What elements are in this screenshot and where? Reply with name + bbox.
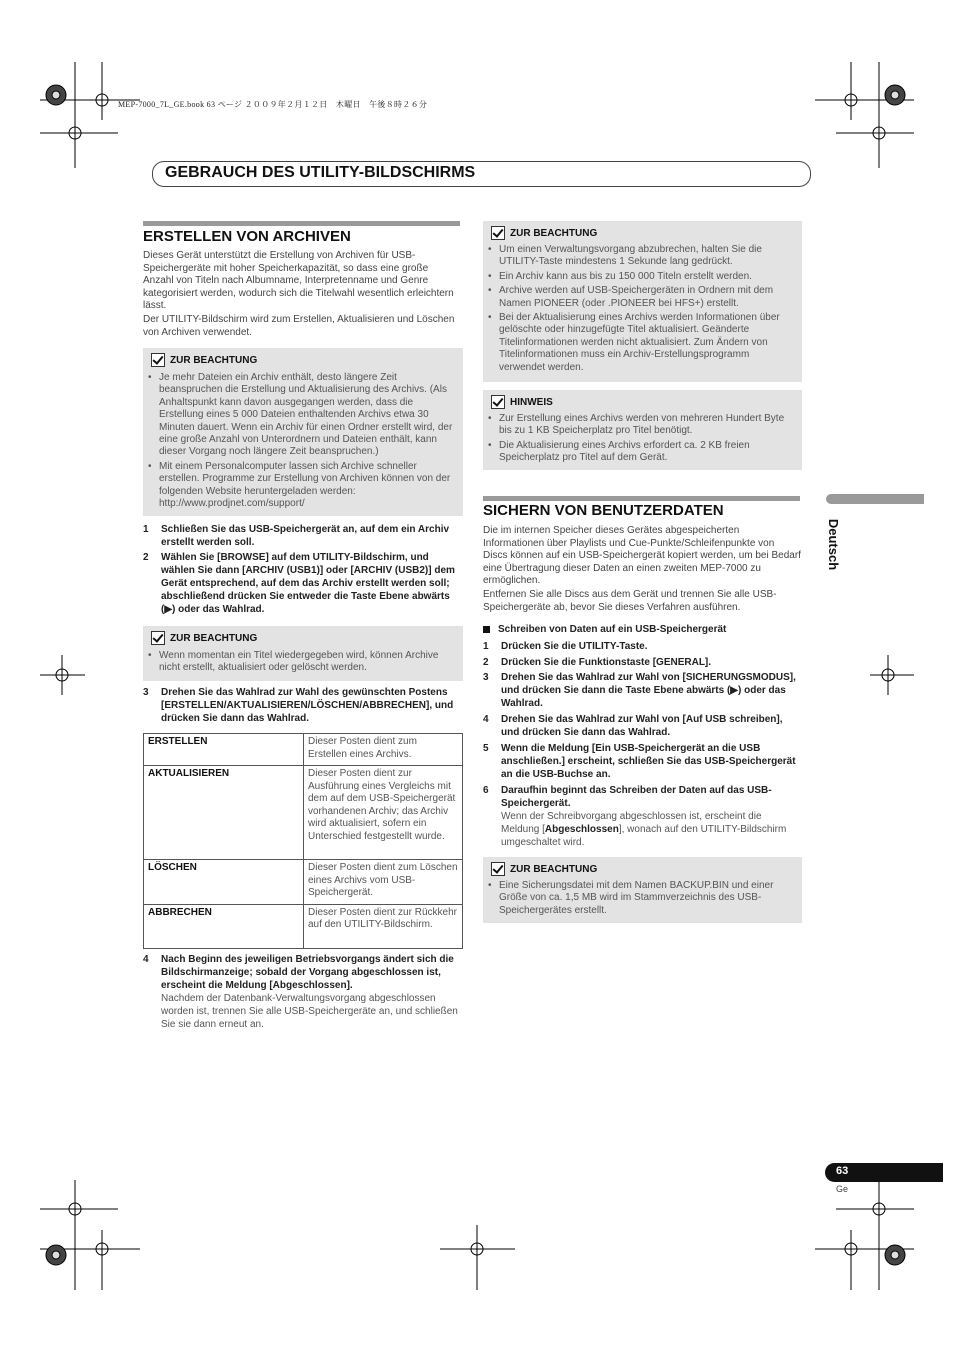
chapter-title-bar (152, 161, 811, 187)
page-number: 63 (836, 1165, 849, 1177)
note-list (485, 244, 797, 376)
archive-intro-1: Dieses Gerät unterstützt die Erstellung von Archiven für USB-Speichergeräte mit hoher Speicherkapazität, so dass eine große Anzahl von Titeln nach Albumname, Interpretenname und Genre kategorisiert werden, wodurch sich die Titelwahl wesentlich erleichtern lässt. (143, 250, 454, 312)
step-6-sub: Wenn der Schreibvorgang abgeschlossen ist, erscheint die Meldung [Abgeschlossen], wonach auf den UTILITY-Bildschirm umgeschaltet wird. (501, 811, 787, 848)
chapter-title: GEBRAUCH DES UTILITY-BILDSCHIRMS (165, 164, 476, 181)
section-rule (483, 496, 800, 501)
table-value: Dieser Posten dient zum Erstellen eines Archivs. (304, 734, 463, 766)
table-row (144, 734, 463, 766)
note-item: • Mit einem Personalcomputer lassen sich Archive schneller erstellen. Programme zur Erstellung von Archiven können von der folgenden Website heruntergeladen werden: http://www.prodjnet.com/support/ (145, 461, 459, 511)
step-4-sub: Nachdem der Datenbank-Verwaltungsvorgang abgeschlossen worden ist, trennen Sie alle USB-Speichergeräte an, und schließen Sie sie dann erneut an. (161, 993, 458, 1030)
subheading: Schreiben von Daten auf ein USB-Speichergerät (483, 623, 801, 637)
note-box (483, 857, 802, 923)
section-rule (143, 221, 460, 226)
page-number-badge (825, 1163, 943, 1182)
note-item: • Wenn momentan ein Titel wiedergegeben wird, können Archive nicht erstellt, aktualisiert oder gelöscht werden. (145, 650, 459, 675)
side-tab-bar (826, 494, 924, 504)
note-heading: ZUR BEACHTUNG (491, 862, 597, 876)
note-box (143, 348, 463, 516)
hint-item: • Die Aktualisierung eines Archivs erfordert ca. 2 KB freien Speicherplatz pro Titel auf dem Gerät. (485, 440, 797, 465)
note-heading: ZUR BEACHTUNG (151, 353, 257, 367)
table-row (144, 860, 463, 905)
backup-step: 2 Drücken Sie die Funktionstaste [GENERAL]. (483, 657, 712, 668)
step-2: 2 Wählen Sie [BROWSE] auf dem UTILITY-Bildschirm, und wählen Sie dann [ARCHIV (USB1)] oder [ARCHIV (USB2)] dem Gerät entsprechend, auf dem das Archiv erstellt werden soll; abschließend drücken Sie entweder die Taste Ebene abwärts (▶) oder das Wahlrad. (143, 552, 455, 615)
file-info: MEP-7000_7L_GE.book 63 ページ ２００９年２月１２日 木曜日 午後８時２６分 (118, 100, 428, 109)
note-heading: ZUR BEACHTUNG (151, 631, 257, 645)
step-3: 3 Drehen Sie das Wahlrad zur Wahl des gewünschten Postens [ERSTELLEN/AKTUALISIEREN/LÖSCHEN/ABBRECHEN], und drücken Sie dann das Wahlrad. (143, 687, 454, 724)
square-bullet-icon (483, 626, 490, 633)
options-table (143, 733, 463, 949)
hint-item: • Zur Erstellung eines Archivs werden von mehreren Hundert Byte bis zu 1 KB Speicherplatz pro Titel benötigt. (485, 413, 797, 438)
note-list (485, 880, 797, 919)
hint-list (485, 413, 797, 467)
page-lang-code: Ge (836, 1184, 849, 1194)
table-key: ABBRECHEN (144, 904, 304, 948)
note-item: • Um einen Verwaltungsvorgang abzubrechen, halten Sie die UTILITY-Taste mindestens 1 Sekunde lang gedrückt. (485, 244, 797, 269)
side-tab-label: Deutsch (826, 518, 842, 571)
table-value: Dieser Posten dient zur Rückkehr auf den UTILITY-Bildschirm. (304, 904, 463, 948)
note-item: • Je mehr Dateien ein Archiv enthält, desto längere Zeit beanspruchen die Erstellung und Aktualisierung des Archivs. (Als Anhaltspunkt kann davon ausgegangen werden, dass die Erstellung eines 5 000 Dateien enthaltenden Archivs etwa 30 Minuten dauert. Wenn ein Archiv für einen Ordner erstellt wird, der eine große Anzahl von Unterordnern und Dateien enthält, kann dieser Vorgang noch längere Zeit beanspruchen.) (145, 372, 459, 459)
check-icon (491, 395, 505, 409)
check-icon (151, 631, 165, 645)
note-list (145, 650, 459, 677)
backup-step: 1 Drücken Sie die UTILITY-Taste. (483, 641, 648, 652)
note-heading: ZUR BEACHTUNG (491, 226, 597, 240)
backup-step: 3 Drehen Sie das Wahlrad zur Wahl von [SICHERUNGSMODUS], und drücken Sie dann die Taste Ebene abwärts (▶) oder das Wahlrad. (483, 672, 796, 709)
table-key: ERSTELLEN (144, 734, 304, 766)
note-box (143, 626, 463, 681)
step-1: 1 Schließen Sie das USB-Speichergerät an, auf dem ein Archiv erstellt werden soll. (143, 524, 450, 548)
step-4: 4 Nach Beginn des jeweiligen Betriebsvorgangs ändert sich die Bildschirmanzeige; sobald der Vorgang abgeschlossen ist, erscheint die Meldung [Abgeschlossen]. Nachdem der Datenbank-Verwaltungsvorgang abgeschlossen worden ist, trennen Sie alle USB-Speichergeräte an, und schließen Sie sie dann erneut an. (143, 954, 458, 1030)
note-item: • Archive werden auf USB-Speichergeräten in Ordnern mit dem Namen PIONEER (oder .PIONEER bei HFS+) erstellt. (485, 285, 797, 310)
table-key: LÖSCHEN (144, 860, 304, 905)
backup-step: 4 Drehen Sie das Wahlrad zur Wahl von [Auf USB schreiben], und drücken Sie dann das Wahlrad. (483, 714, 783, 738)
table-row (144, 904, 463, 948)
note-list (145, 372, 459, 512)
check-icon (491, 862, 505, 876)
check-icon (491, 226, 505, 240)
table-key: AKTUALISIEREN (144, 766, 304, 860)
backup-step: 6 Daraufhin beginnt das Schreiben der Daten auf das USB-Speichergerät. Wenn der Schreibvorgang abgeschlossen ist, erscheint die Meldung [Abgeschlossen], wonach auf den UTILITY-Bildschirm umgeschaltet wird. (483, 785, 787, 848)
backup-step: 5 Wenn die Meldung [Ein USB-Speichergerät an die USB anschließen.] erscheint, schließen Sie das USB-Speichergerät an die USB-Buchse an. (483, 743, 796, 780)
table-row (144, 766, 463, 860)
note-box (483, 221, 802, 382)
backup-intro-2: Entfernen Sie alle Discs aus dem Gerät und trennen Sie alle USB-Speichergeräte ab, bevor Sie dieses Verfahren ausführen. (483, 589, 777, 613)
table-value: Dieser Posten dient zur Ausführung eines Vergleichs mit dem auf dem USB-Speichergerät vorhandenen Archiv; das Archiv wird aktualisiert, sofern ein Unterschied festgestellt wurde. (304, 766, 463, 860)
section-title-archive: ERSTELLEN VON ARCHIVEN (143, 228, 351, 245)
note-item: • Bei der Aktualisierung eines Archivs werden Informationen über gelöschte oder hinzugefügte Titel aktualisiert. Geänderte Titelinformationen werden nicht aktualisiert. Zum Ändern von Titelinformationen muss ein Archiv-Erstellungsprogramm verwendet werden. (485, 312, 797, 374)
check-icon (151, 353, 165, 367)
table-value: Dieser Posten dient zum Löschen eines Archivs vom USB-Speichergerät. (304, 860, 463, 905)
archive-intro-2: Der UTILITY-Bildschirm wird zum Erstellen, Aktualisieren und Löschen von Archiven verwendet. (143, 314, 455, 338)
note-item: • Ein Archiv kann aus bis zu 150 000 Titeln erstellt werden. (485, 271, 797, 283)
hint-heading: HINWEIS (491, 395, 553, 409)
section-title-backup: SICHERN VON BENUTZERDATEN (483, 502, 724, 519)
hint-box (483, 390, 802, 470)
note-item: • Eine Sicherungsdatei mit dem Namen BACKUP.BIN und einer Größe von ca. 1,5 MB wird im Stammverzeichnis des USB-Speichergerätes erstellt. (485, 880, 797, 917)
backup-intro-1: Die im internen Speicher dieses Gerätes abgespeicherten Informationen über Playlists und Cue-Punkte/Schleifenpunkte von Discs können auf ein USB-Speichergerät kopiert werden, um bei Bedarf eine Übertragung dieser Daten an einen zweiten MEP-7000 zu ermöglichen. (483, 525, 801, 587)
step-4-text: Nach Beginn des jeweiligen Betriebsvorgangs ändert sich die Bildschirmanzeige; sobald der Vorgang abgeschlossen ist, erscheint die Meldung [Abgeschlossen]. (161, 954, 454, 991)
